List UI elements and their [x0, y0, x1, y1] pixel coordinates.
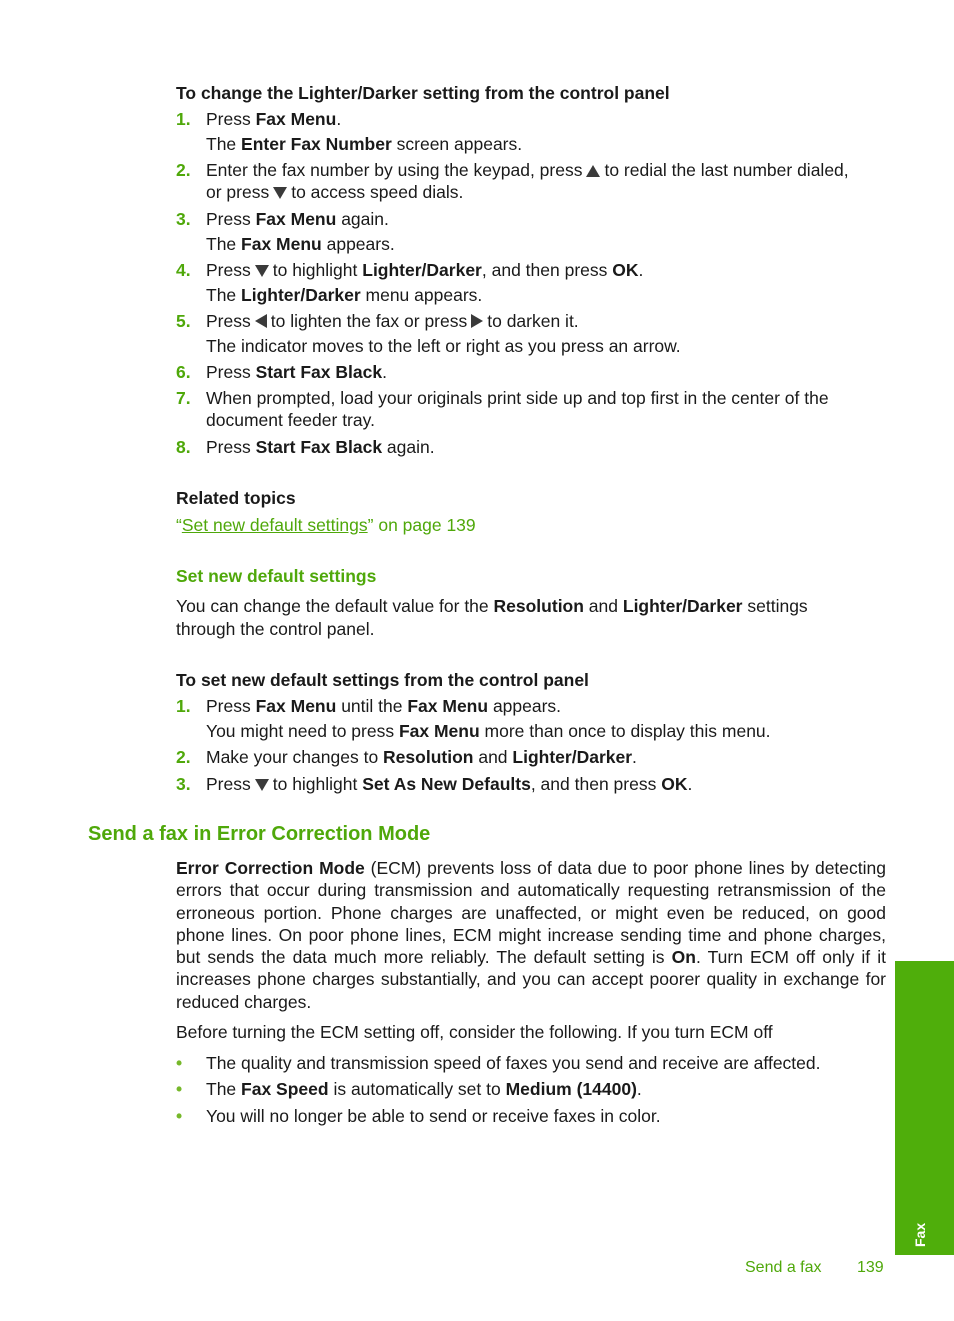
ui-term: Enter Fax Number [241, 134, 392, 154]
procedure-title-set-defaults: To set new default settings from the control panel [176, 670, 589, 690]
bullet-marker: • [176, 1106, 183, 1126]
step-number: 2. [176, 747, 191, 767]
ui-term: Start Fax Black [255, 362, 383, 382]
ui-term: Lighter/Darker [362, 260, 482, 280]
ecm-consider-text: Before turning the ECM setting off, consider the following. If you turn ECM off [176, 1022, 773, 1042]
step-number: 8. [176, 437, 191, 457]
chapter-tab [895, 961, 954, 1255]
ui-term: Lighter/Darker [241, 285, 361, 305]
bullet-marker: • [176, 1053, 183, 1073]
step-number: 7. [176, 388, 191, 408]
step-number: 4. [176, 260, 191, 280]
down-arrow-icon [254, 778, 270, 792]
subsection-heading-set-new-default-settings: Set new default settings [176, 566, 377, 586]
bullet-marker: • [176, 1079, 183, 1099]
related-link-container: “Set new default settings” on page 139 [176, 515, 476, 535]
up-arrow-icon [585, 164, 601, 178]
document-page: To change the Lighter/Darker setting from the control panel 1. Press Fax Menu. The Enter Fax Number screen appears. 2. Enter the fax number by using the keypad, press to redial the last number dialed, or press to access speed dials. 3. Press Fax Menu again. The Fax Menu appears. 4. Press to highlight Lighter/Darker, and then press OK. The Lighter/Darker menu appears. 5. Press to lighten the fax or press to darken it. The indicator moves to the left or right as you press an arrow. 6. Press Start Fax Black. 7. When prompted, load your originals print side up and top first in the center of the document feeder tray. 8. Press Start Fax Black again. Related topics “Set new default settings” on page 139 Set new default settings You can change the default value for the Resolution and Lighter/Darker settings through the control panel. To set new default settings from the control panel 1. Press Fax Menu until the Fax Menu appears. You might need to press Fax Menu more than once to display this menu. 2. Make your changes to Resolution and Lighter/Darker. 3. Press to highlight Set As New Defaults, and then press OK. Send a fax in Error Correction Mode Error Correction Mode (ECM) prevents loss of data due to poor phone lines by detecting errors that occur during transmission and automatically requesting retransmission of the erroneous portion. Phone charges are unaffected, or might even be reduced, on good phone lines. On poor phone lines, ECM might increase sending time and phone charges, but sends the data much more reliably. The default setting is On. Turn ECM off only if it increases phone charges substantially, and you can accept poorer quality in exchange for reduced charges. Before turning the ECM setting off, consider the following. If you turn ECM off • The quality and transmission speed of faxes you send and receive are affected. • The Fax Speed is automatically set to Medium (14400). • You will no longer be able to send or receive faxes in color. Fax Send a fax 139 [0, 0, 954, 1321]
section-heading-error-correction-mode: Send a fax in Error Correction Mode [88, 823, 431, 845]
down-arrow-icon [272, 186, 288, 200]
step-number: 6. [176, 362, 191, 382]
ui-term: OK [612, 260, 639, 280]
ui-term: Start Fax Black [255, 437, 383, 457]
procedure-title-lighter-darker: To change the Lighter/Darker setting from the control panel [176, 83, 670, 103]
step-number: 3. [176, 774, 191, 794]
step-number: 2. [176, 160, 191, 180]
ecm-description: Error Correction Mode (ECM) prevents loss of data due to poor phone lines by detecting errors that occur during transmission and automatically requesting retransmission of the erroneous portion. Phone charges are unaffected, or might even be reduced, on good phone lines. On poor phone lines, ECM might increase sending time and phone charges, but sends the data much more reliably. The default setting is On. Turn ECM off only if it increases phone charges substantially, and you can accept poorer quality in exchange for reduced charges. [176, 858, 886, 1012]
related-topics-title: Related topics [176, 488, 296, 508]
left-arrow-icon [254, 313, 268, 329]
down-arrow-icon [254, 264, 270, 278]
step-number: 1. [176, 696, 191, 716]
footer-page-number: 139 [857, 1259, 884, 1276]
step-number: 5. [176, 311, 191, 331]
step-number: 1. [176, 109, 191, 129]
footer-section-name: Send a fax [745, 1259, 822, 1276]
chapter-tab-label: Fax [912, 1222, 928, 1247]
defaults-intro: You can change the default value for the Resolution and Lighter/Darker settings through the control panel. [176, 596, 808, 639]
ui-term: Fax Menu [255, 209, 337, 229]
right-arrow-icon [470, 313, 484, 329]
ui-term: Fax Menu [255, 109, 337, 129]
step-number: 3. [176, 209, 191, 229]
related-link-set-new-default-settings[interactable]: Set new default settings [181, 515, 368, 535]
ui-term: Fax Menu [241, 234, 322, 254]
